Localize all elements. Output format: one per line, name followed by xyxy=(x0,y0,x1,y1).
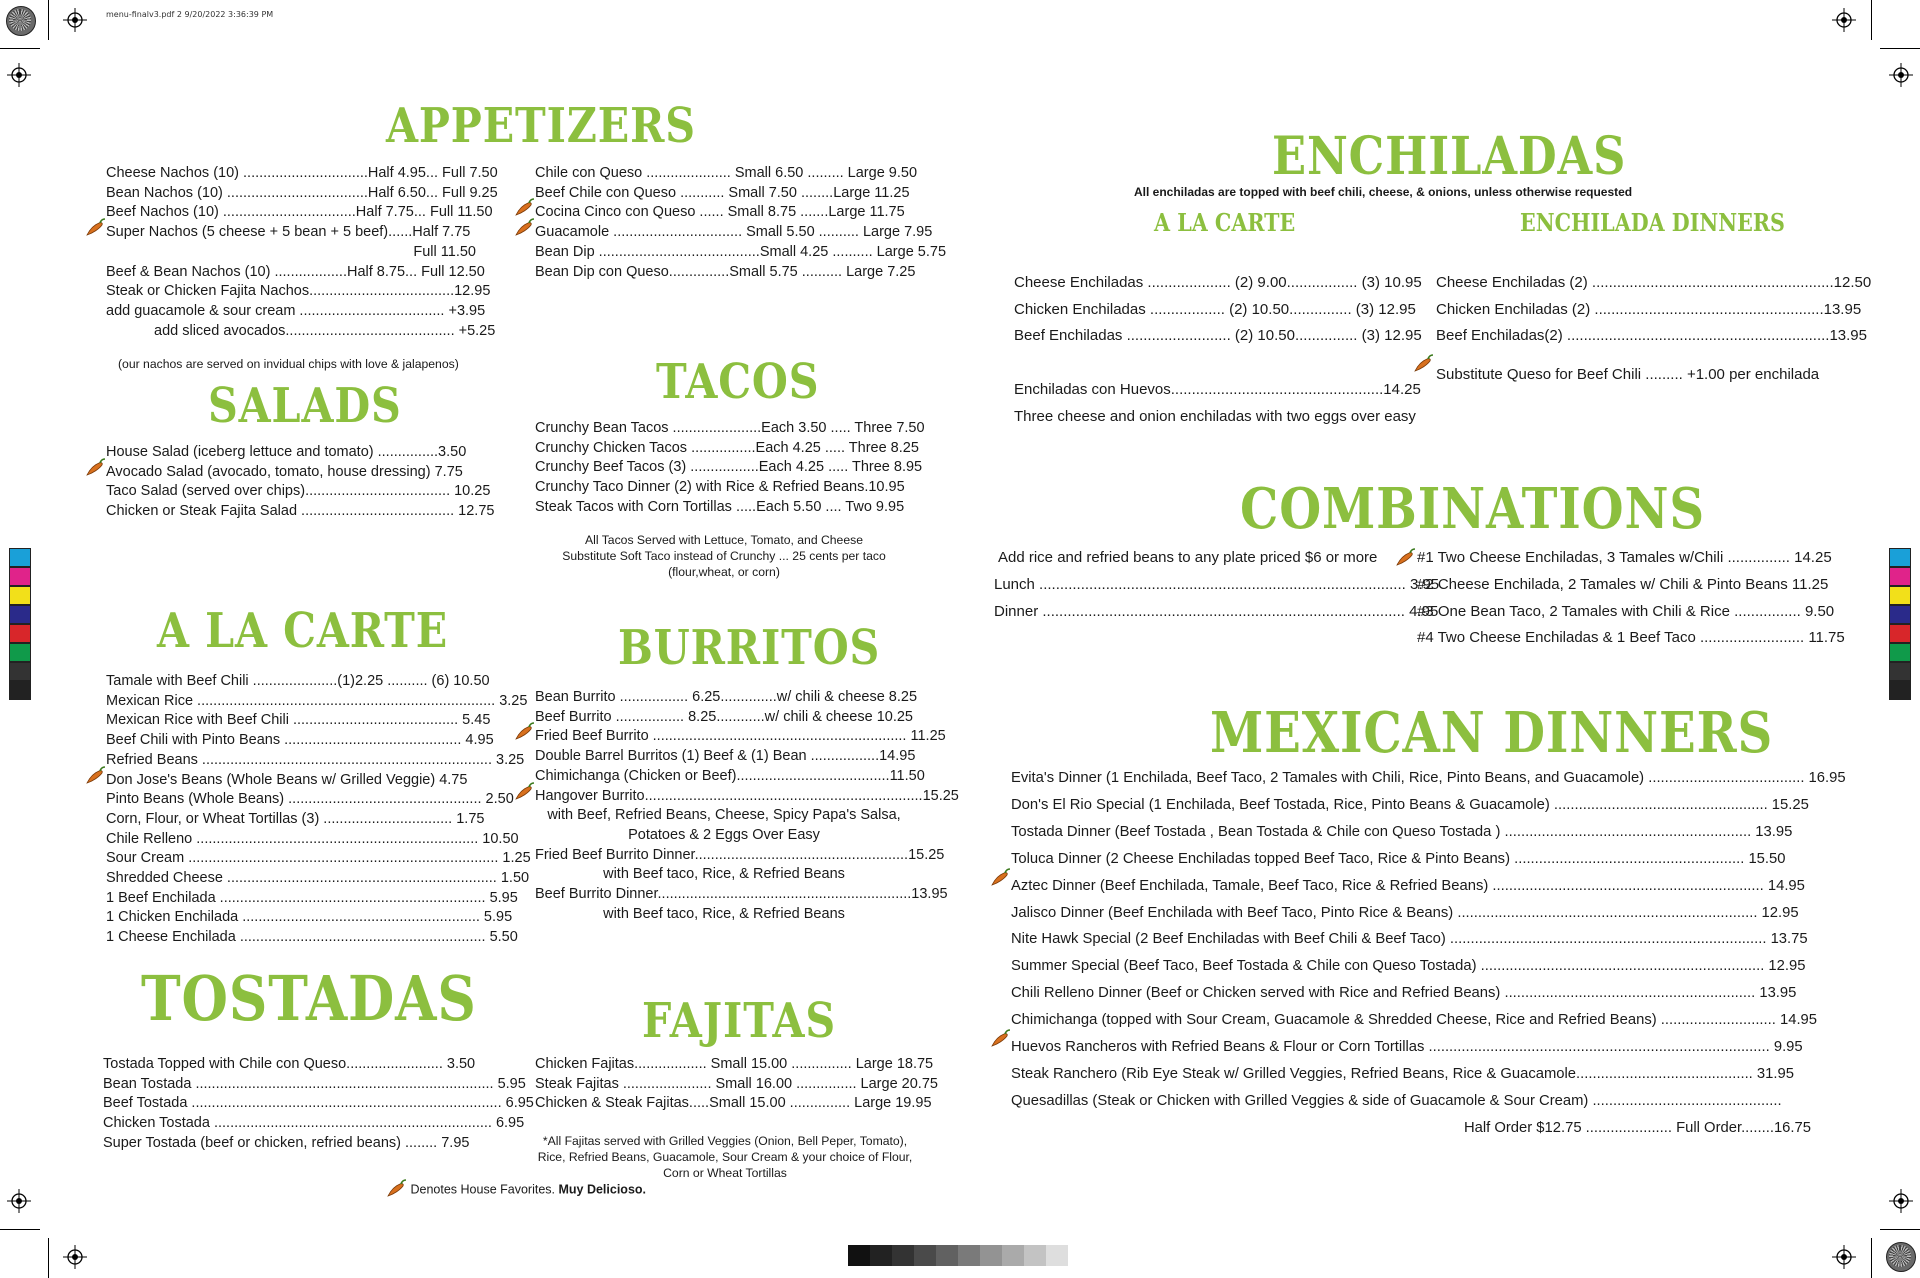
menu-line xyxy=(535,806,913,826)
menu-line-text: Crunchy Bean Tacos ......................Each 3.50 ..... Three 7.50 xyxy=(535,420,925,436)
enchiladas-note: All enchiladas are topped with beef chili, cheese, & onions, unless otherwise requested xyxy=(1134,185,1633,199)
menu-line-text: add sliced avocados.......................................... +5.25 xyxy=(154,322,496,339)
menu-line xyxy=(106,482,494,502)
menu-line-text: Steak Fajitas ...................... Small 16.00 ............... Large 20.75 xyxy=(535,1075,938,1092)
salads-list xyxy=(106,443,494,522)
menu-line-text: #3 One Bean Taco, 2 Tamales with Chili & Rice ................ 9.50 xyxy=(1417,602,1835,620)
menu-line-text: Chile con Queso ..................... Small 6.50 ......... Large 9.50 xyxy=(535,165,918,181)
menu-line xyxy=(535,767,925,787)
menu-line xyxy=(535,865,913,885)
menu-line-text: Hangover Burrito.....................................................................15.25 xyxy=(535,787,959,804)
menu-line-text: 1 Beef Enchilada .................................................................. 5.95 xyxy=(106,889,518,906)
menu-line-text: Jalisco Dinner (Beef Enchilada with Beef Taco, Pinto Rice & Beans) ......................................................................... 12.95 xyxy=(1011,904,1799,921)
menu-line xyxy=(106,263,485,283)
menu-line-text: Potatoes & 2 Eggs Over Easy xyxy=(628,826,820,843)
menu-line-text: 1 Chicken Enchilada ........................................................... 5.95 xyxy=(106,909,513,926)
gray-swatch xyxy=(936,1245,958,1266)
appetizers-title: APPETIZERS xyxy=(386,98,696,154)
menu-line-text: with Beef, Refried Beans, Cheese, Spicy Papa's Salsa, xyxy=(547,807,901,824)
menu-line-text: Bean Nachos (10) ...................................Half 6.50... Full 9.25 xyxy=(106,184,498,201)
chili-pepper-icon xyxy=(84,457,106,477)
menu-line xyxy=(106,810,531,830)
menu-line-text: Beef Nachos (10) .................................Half 7.75... Full 11.50 xyxy=(106,204,493,221)
tacos-note xyxy=(544,532,904,580)
menu-line xyxy=(1014,297,1422,324)
registration-mark-icon xyxy=(1889,63,1913,87)
gray-swatch xyxy=(870,1245,892,1266)
menu-line xyxy=(106,322,496,342)
menu-line-text: Steak or Chicken Fajita Nachos....................................12.95 xyxy=(106,283,491,300)
menu-line-text: 1 Cheese Enchilada ............................................................. 5.50 xyxy=(106,929,518,946)
menu-line-text: Double Barrel Burritos (1) Beef & (1) Bean .................14.95 xyxy=(535,748,916,765)
menu-line-text: Add rice and refried beans to any plate priced $6 or more xyxy=(998,549,1378,566)
a-la-carte-title: A LA CARTE xyxy=(157,603,449,659)
menu-line-text: Cheese Enchiladas .................... (2) 9.00................. (3) 10.95 xyxy=(1014,274,1422,291)
menu-line xyxy=(106,502,494,522)
crop-mark xyxy=(1880,48,1920,49)
menu-line-text: Tostada Topped with Chile con Queso........................ 3.50 xyxy=(103,1056,476,1072)
menu-line xyxy=(535,688,918,708)
menu-line-text: Avocado Salad (avocado, tomato, house dressing) 7.75 xyxy=(106,463,463,480)
chili-pepper-icon xyxy=(385,1178,407,1198)
a-la-carte-list xyxy=(106,672,531,948)
color-swatch xyxy=(1889,586,1911,605)
menu-line-text: #2 Cheese Enchilada, 2 Tamales w/ Chili & Pinto Beans 11.25 xyxy=(1417,575,1829,593)
menu-line xyxy=(106,443,494,463)
menu-line xyxy=(106,692,531,712)
menu-line-text: Don's El Rio Special (1 Enchilada, Beef Tostada, Rice, Pinto Beans & Guacamole) .................................................... 15.25 xyxy=(1011,796,1809,813)
menu-line xyxy=(103,1055,534,1075)
registration-mark-icon xyxy=(63,1245,87,1269)
menu-line xyxy=(535,905,913,925)
menu-line xyxy=(103,1114,534,1134)
menu-line xyxy=(106,889,531,909)
menu-line-text: Crunchy Chicken Tacos ................Each 4.25 ..... Three 8.25 xyxy=(535,439,919,456)
gray-swatch xyxy=(914,1245,936,1266)
crop-mark xyxy=(0,1229,40,1230)
chili-pepper-icon xyxy=(1412,353,1434,373)
menu-line-text: Bean Dip con Queso...............Small 5.75 .......... Large 7.25 xyxy=(535,263,916,280)
menu-line-text: with Beef taco, Rice, & Refried Beans xyxy=(603,905,845,922)
menu-line-text: Cheese Nachos (10) ...............................Half 4.95... Full 7.50 xyxy=(106,165,498,181)
menu-line xyxy=(535,203,946,223)
menu-line-text: Chile Relleno ...................................................................... 10.50 xyxy=(106,830,519,847)
mexican-dinners-list xyxy=(1011,765,1846,1142)
tacos-title: TACOS xyxy=(656,354,820,410)
color-swatch xyxy=(9,662,31,681)
salads-title: SALADS xyxy=(208,378,402,434)
menu-line-text: Chicken & Steak Fajitas.....Small 15.00 ............... Large 19.95 xyxy=(535,1095,932,1112)
menu-line xyxy=(106,928,531,948)
menu-line xyxy=(103,1134,534,1154)
menu-line-text: Guacamole ................................ Small 5.50 .......... Large 7.95 xyxy=(535,224,933,241)
color-swatch xyxy=(1889,662,1911,681)
menu-line xyxy=(1011,926,1811,953)
note-line: Corn or Wheat Tortillas xyxy=(663,1166,787,1180)
menu-line-text: Beef Tostada ............................................................................. 6.95 xyxy=(103,1095,534,1112)
menu-line-text: Quesadillas (Steak or Chicken with Grilled Veggies & side of Guacamole & Sour Cream) .............................................. xyxy=(1011,1092,1782,1109)
menu-line xyxy=(1436,323,1871,350)
tacos-list xyxy=(535,419,925,518)
menu-line xyxy=(106,908,531,928)
menu-line-text: Lunch ........................................................................................ 3.95 xyxy=(994,575,1440,593)
menu-line xyxy=(1011,1115,1811,1142)
crop-mark xyxy=(0,48,40,49)
menu-line-text: Chicken Enchiladas (2) .......................................................13.95 xyxy=(1436,300,1862,318)
menu-line-text: Nite Hawk Special (2 Beef Enchiladas with Beef Chili & Beef Taco) ............................................................................. 13.75 xyxy=(1011,931,1808,948)
chili-pepper-icon xyxy=(513,197,535,217)
enchiladas-con-huevos: Enchiladas con Huevos...................................................14.25 xyxy=(1014,381,1421,398)
menu-line xyxy=(1011,900,1811,927)
menu-line-text: Corn, Flour, or Wheat Tortillas (3) ................................ 1.75 xyxy=(106,810,485,827)
fajitas-note xyxy=(528,1133,922,1181)
menu-line xyxy=(535,1075,938,1095)
menu-line xyxy=(535,498,925,518)
menu-line xyxy=(535,708,913,728)
menu-line-text: Crunchy Beef Tacos (3) .................Each 4.25 ..... Three 8.95 xyxy=(535,459,923,476)
menu-line xyxy=(535,787,959,807)
gray-swatch xyxy=(848,1245,870,1266)
burritos-title: BURRITOS xyxy=(618,620,881,676)
crop-mark xyxy=(1880,1229,1920,1230)
registration-mark-icon xyxy=(1832,8,1856,32)
chili-pepper-icon xyxy=(1394,547,1416,567)
print-slug: menu-finalv3.pdf 2 9/20/2022 3:36:39 PM xyxy=(106,10,274,19)
menu-line-text: Steak Ranchero (Rib Eye Steak w/ Grilled Veggies, Refried Beans, Rice & Guacamole........................................... 31.95 xyxy=(1011,1065,1794,1082)
color-swatch xyxy=(1889,624,1911,643)
combinations-sides-list xyxy=(994,545,1439,625)
color-swatch xyxy=(1889,567,1911,586)
color-swatch xyxy=(9,548,31,567)
chili-pepper-icon xyxy=(84,217,106,237)
menu-line-text: add guacamole & sour cream .................................... +3.95 xyxy=(106,302,486,319)
chili-pepper-icon xyxy=(513,781,535,801)
gray-swatch xyxy=(980,1245,1002,1266)
menu-line-text: Toluca Dinner (2 Cheese Enchiladas topped Beef Taco, Rice & Pinto Beans) ........................................................ 15.50 xyxy=(1011,850,1786,867)
appetizers-list-right xyxy=(535,164,946,282)
chili-pepper-icon xyxy=(989,1028,1011,1048)
menu-line xyxy=(1011,1034,1811,1061)
menu-line-text: Beef Enchiladas ......................... (2) 10.50............... (3) 12.95 xyxy=(1014,327,1422,344)
menu-line-text: Super Tostada (beef or chicken, refried beans) ........ 7.95 xyxy=(103,1134,470,1151)
chili-pepper-icon xyxy=(513,217,535,237)
menu-line-text: Half Order $12.75 ..................... Full Order........16.75 xyxy=(1463,1119,1811,1136)
registration-mark-icon xyxy=(7,63,31,87)
legend-text: Denotes House Favorites. xyxy=(410,1182,555,1197)
menu-line-text: Dinner ....................................................................................... 4.95 xyxy=(994,602,1439,620)
appetizers-list-left xyxy=(106,164,498,341)
menu-line xyxy=(1417,625,1845,652)
color-calibration-bar xyxy=(1889,548,1911,700)
gray-swatch xyxy=(1024,1245,1046,1266)
menu-line xyxy=(994,572,1439,599)
menu-line-text: Beef Chile con Queso ........... Small 7.50 ........Large 11.25 xyxy=(535,184,910,201)
color-swatch xyxy=(9,681,31,700)
menu-line xyxy=(994,599,1439,626)
menu-line-text: Taco Salad (served over chips).................................... 10.25 xyxy=(106,483,491,500)
menu-line xyxy=(1417,572,1845,599)
menu-line xyxy=(1417,599,1845,626)
menu-line-text: Summer Special (Beef Taco, Beef Tostada & Chile con Queso Tostada) ..................................................................... 12.95 xyxy=(1011,958,1806,975)
menu-line-text: Bean Tostada .......................................................................... 5.95 xyxy=(103,1075,526,1092)
menu-line-text: #1 Two Cheese Enchiladas, 3 Tamales w/Chili ............... 14.25 xyxy=(1417,549,1832,566)
menu-line xyxy=(535,846,945,866)
menu-line-text: Beef Burrito ................. 8.25............w/ chili & cheese 10.25 xyxy=(535,708,913,725)
menu-line-text: Chicken Tostada ..................................................................... 6.95 xyxy=(103,1115,525,1132)
menu-line-text: Cheese Enchiladas (2) ..........................................................12.50 xyxy=(1436,274,1872,291)
combinations-title: COMBINATIONS xyxy=(1240,476,1706,542)
color-swatch xyxy=(1889,643,1911,662)
menu-line-text: Tamale with Beef Chili .....................(1)2.25 .......... (6) 10.50 xyxy=(106,673,490,689)
menu-line-text: Refried Beans ........................................................................ 3.25 xyxy=(106,751,525,768)
grayscale-calibration-bar xyxy=(848,1245,1068,1266)
menu-line xyxy=(106,751,531,771)
crop-mark xyxy=(1871,0,1872,40)
burritos-list xyxy=(535,688,959,924)
menu-line xyxy=(1011,765,1846,792)
note-line: *All Fajitas served with Grilled Veggies (Onion, Bell Peper, Tomato), xyxy=(542,1134,908,1148)
menu-line xyxy=(994,545,1439,572)
menu-line xyxy=(535,184,946,204)
menu-line-text: Bean Burrito ................. 6.25..............w/ chili & cheese 8.25 xyxy=(535,689,918,705)
menu-line xyxy=(535,223,946,243)
color-swatch xyxy=(1889,605,1911,624)
color-swatch xyxy=(1889,681,1911,700)
menu-line-text: #4 Two Cheese Enchiladas & 1 Beef Taco ......................... 11.75 xyxy=(1417,629,1845,647)
menu-line-text: Fried Beef Burrito Dinner.....................................................15.25 xyxy=(535,846,945,863)
menu-line xyxy=(535,243,946,263)
fajitas-title: FAJITAS xyxy=(642,993,837,1049)
menu-line xyxy=(1011,953,1811,980)
menu-line-text: Beef & Bean Nachos (10) ..................Half 8.75... Full 12.50 xyxy=(106,263,485,280)
menu-line-text: Fried Beef Burrito ............................................................... 11.25 xyxy=(535,728,946,745)
menu-line-text: Mexican Rice .......................................................................... 3.25 xyxy=(106,692,528,709)
menu-line xyxy=(535,885,948,905)
menu-line xyxy=(1011,980,1811,1007)
gray-swatch xyxy=(958,1245,980,1266)
menu-line-text: Crunchy Taco Dinner (2) with Rice & Refried Beans.10.95 xyxy=(535,479,905,496)
menu-line xyxy=(106,731,531,751)
menu-line xyxy=(535,727,946,747)
menu-line-text: Evita's Dinner (1 Enchilada, Beef Taco, 2 Tamales with Chili, Rice, Pinto Beans, and Guacamole) ...................................... 16.95 xyxy=(1011,770,1846,786)
menu-line xyxy=(1436,270,1871,297)
color-calibration-bar xyxy=(9,548,31,700)
note-line: All Tacos Served with Lettuce, Tomato, and Cheese xyxy=(585,533,863,547)
note-line: Rice, Refried Beans, Guacamole, Sour Cream & your choice of Flour, xyxy=(537,1150,913,1164)
menu-line xyxy=(535,478,925,498)
menu-line xyxy=(535,263,946,283)
menu-line-text: Full 11.50 xyxy=(413,243,476,260)
menu-line xyxy=(106,771,531,791)
menu-line-text: Mexican Rice with Beef Chili ......................................... 5.45 xyxy=(106,712,491,729)
registration-target-icon xyxy=(6,6,36,36)
menu-line-text: Chimichanga (topped with Sour Cream, Guacamole & Shredded Cheese, Rice and Refried Beans) ............................ 14.95 xyxy=(1011,1012,1818,1029)
tostadas-title: TOSTADAS xyxy=(141,962,477,1035)
enchiladas-a-la-carte-list xyxy=(1014,270,1422,350)
combinations-list xyxy=(1417,545,1845,652)
menu-line-text: Don Jose's Beans (Whole Beans w/ Grilled Veggie) 4.75 xyxy=(106,771,468,788)
color-swatch xyxy=(9,586,31,605)
color-swatch xyxy=(9,605,31,624)
menu-line xyxy=(535,458,925,478)
crop-mark xyxy=(48,0,49,40)
chili-pepper-icon xyxy=(989,867,1011,887)
chili-pepper-icon xyxy=(84,765,106,785)
menu-line xyxy=(1011,792,1811,819)
crop-mark xyxy=(1871,1238,1872,1278)
menu-line xyxy=(106,164,498,184)
registration-target-icon xyxy=(1886,1242,1916,1272)
menu-line xyxy=(535,826,913,846)
menu-line xyxy=(106,302,486,322)
menu-line xyxy=(106,711,531,731)
menu-line xyxy=(106,243,476,263)
menu-line xyxy=(106,869,531,889)
note-line: (flour,wheat, or corn) xyxy=(668,565,780,579)
menu-line-text: Shredded Cheese ................................................................... 1.50 xyxy=(106,870,530,887)
menu-line xyxy=(106,184,498,204)
menu-line-text: Chili Relleno Dinner (Beef or Chicken served with Rice and Refried Beans) ............................................................. 13.95 xyxy=(1011,985,1797,1002)
menu-line-text: Bean Dip ........................................Small 4.25 .......... Large 5.75 xyxy=(535,243,947,260)
enchilada-dinners-subtitle: ENCHILADA DINNERS xyxy=(1520,208,1785,237)
menu-line xyxy=(1011,1061,1811,1088)
menu-line-text: Pinto Beans (Whole Beans) ................................................ 2.50 xyxy=(106,791,514,808)
color-swatch xyxy=(9,643,31,662)
menu-line xyxy=(1011,846,1811,873)
menu-line xyxy=(103,1094,534,1114)
substitute-queso: Substitute Queso for Beef Chili ......... +1.00 per enchilada xyxy=(1436,366,1820,383)
menu-line xyxy=(103,1075,534,1095)
menu-line xyxy=(1011,1007,1818,1034)
enchiladas-a-la-carte-subtitle: A LA CARTE xyxy=(1154,208,1296,237)
registration-mark-icon xyxy=(63,8,87,32)
menu-line xyxy=(535,1055,938,1075)
enchiladas-title: ENCHILADAS xyxy=(1272,126,1627,187)
menu-line xyxy=(1417,545,1845,572)
enchilada-dinners-list xyxy=(1436,270,1871,350)
menu-line-text: Aztec Dinner (Beef Enchilada, Tamale, Beef Taco, Rice & Refried Beans) .................................................................. 14.95 xyxy=(1011,877,1805,894)
chili-pepper-icon xyxy=(513,721,535,741)
menu-line xyxy=(535,1094,938,1114)
menu-line-text: Tostada Dinner (Beef Tostada , Bean Tostada & Chile con Queso Tostada ) ............................................................ 13.95 xyxy=(1011,823,1793,840)
menu-line xyxy=(1011,819,1811,846)
color-swatch xyxy=(9,567,31,586)
menu-line xyxy=(106,790,531,810)
menu-line xyxy=(1014,270,1422,297)
gray-swatch xyxy=(1002,1245,1024,1266)
house-favorites-legend xyxy=(385,1180,646,1200)
menu-line-text: House Salad (iceberg lettuce and tomato) ...............3.50 xyxy=(106,444,467,460)
registration-mark-icon xyxy=(1889,1189,1913,1213)
menu-line-text: Chicken Enchiladas .................. (2) 10.50............... (3) 12.95 xyxy=(1014,300,1416,318)
menu-line-text: Beef Burrito Dinner...............................................................13.95 xyxy=(535,886,948,903)
menu-line-text: Chicken or Steak Fajita Salad ...................................... 12.75 xyxy=(106,503,495,520)
menu-line xyxy=(535,164,946,184)
menu-line xyxy=(106,463,494,483)
menu-line-text: Chimichanga (Chicken or Beef)......................................11.50 xyxy=(535,767,925,784)
crop-mark xyxy=(48,1238,49,1278)
menu-line xyxy=(106,203,493,223)
tostadas-list xyxy=(103,1055,534,1154)
menu-line xyxy=(106,830,531,850)
menu-line xyxy=(1011,1088,1811,1115)
nachos-note: (our nachos are served on invidual chips with love & jalapenos) xyxy=(118,357,459,371)
gray-swatch xyxy=(1046,1245,1068,1266)
menu-line-text: with Beef taco, Rice, & Refried Beans xyxy=(603,866,845,883)
menu-line-text: Beef Enchiladas(2) ...............................................................13.95 xyxy=(1436,327,1867,344)
color-swatch xyxy=(9,624,31,643)
note-line: Substitute Soft Taco instead of Crunchy ... 25 cents per taco xyxy=(562,549,886,563)
menu-line-text: Steak Tacos with Corn Tortillas .....Each 5.50 .... Two 9.95 xyxy=(535,498,905,515)
menu-line xyxy=(106,282,491,302)
registration-mark-icon xyxy=(1832,1245,1856,1269)
menu-line-text: Super Nachos (5 cheese + 5 bean + 5 beef)......Half 7.75 xyxy=(106,224,471,241)
menu-line xyxy=(106,849,531,869)
legend-bold: Muy Delicioso. xyxy=(558,1182,647,1197)
menu-line xyxy=(535,419,925,439)
enchiladas-con-huevos-desc: Three cheese and onion enchiladas with two eggs over easy xyxy=(1014,408,1416,425)
menu-line-text: Beef Chili with Pinto Beans ............................................ 4.95 xyxy=(106,732,494,749)
gray-swatch xyxy=(892,1245,914,1266)
mexican-dinners-title: MEXICAN DINNERS xyxy=(1210,700,1774,766)
menu-line-text: Cocina Cinco con Queso ...... Small 8.75 .......Large 11.75 xyxy=(535,204,905,221)
menu-line-text: Chicken Fajitas.................. Small 15.00 ............... Large 18.75 xyxy=(535,1056,934,1072)
menu-line xyxy=(535,747,916,767)
menu-line xyxy=(1011,873,1811,900)
menu-line xyxy=(106,223,476,243)
registration-mark-icon xyxy=(7,1189,31,1213)
color-swatch xyxy=(1889,548,1911,567)
fajitas-list xyxy=(535,1055,938,1114)
menu-line xyxy=(106,672,531,692)
menu-line xyxy=(1014,323,1422,350)
menu-line xyxy=(535,439,925,459)
menu-line-text: Huevos Rancheros with Refried Beans & Flour or Corn Tortillas ................................................................................... 9.95 xyxy=(1011,1039,1803,1056)
menu-line-text: Sour Cream ............................................................................. 1.25 xyxy=(106,850,531,867)
menu-line xyxy=(1436,297,1871,324)
